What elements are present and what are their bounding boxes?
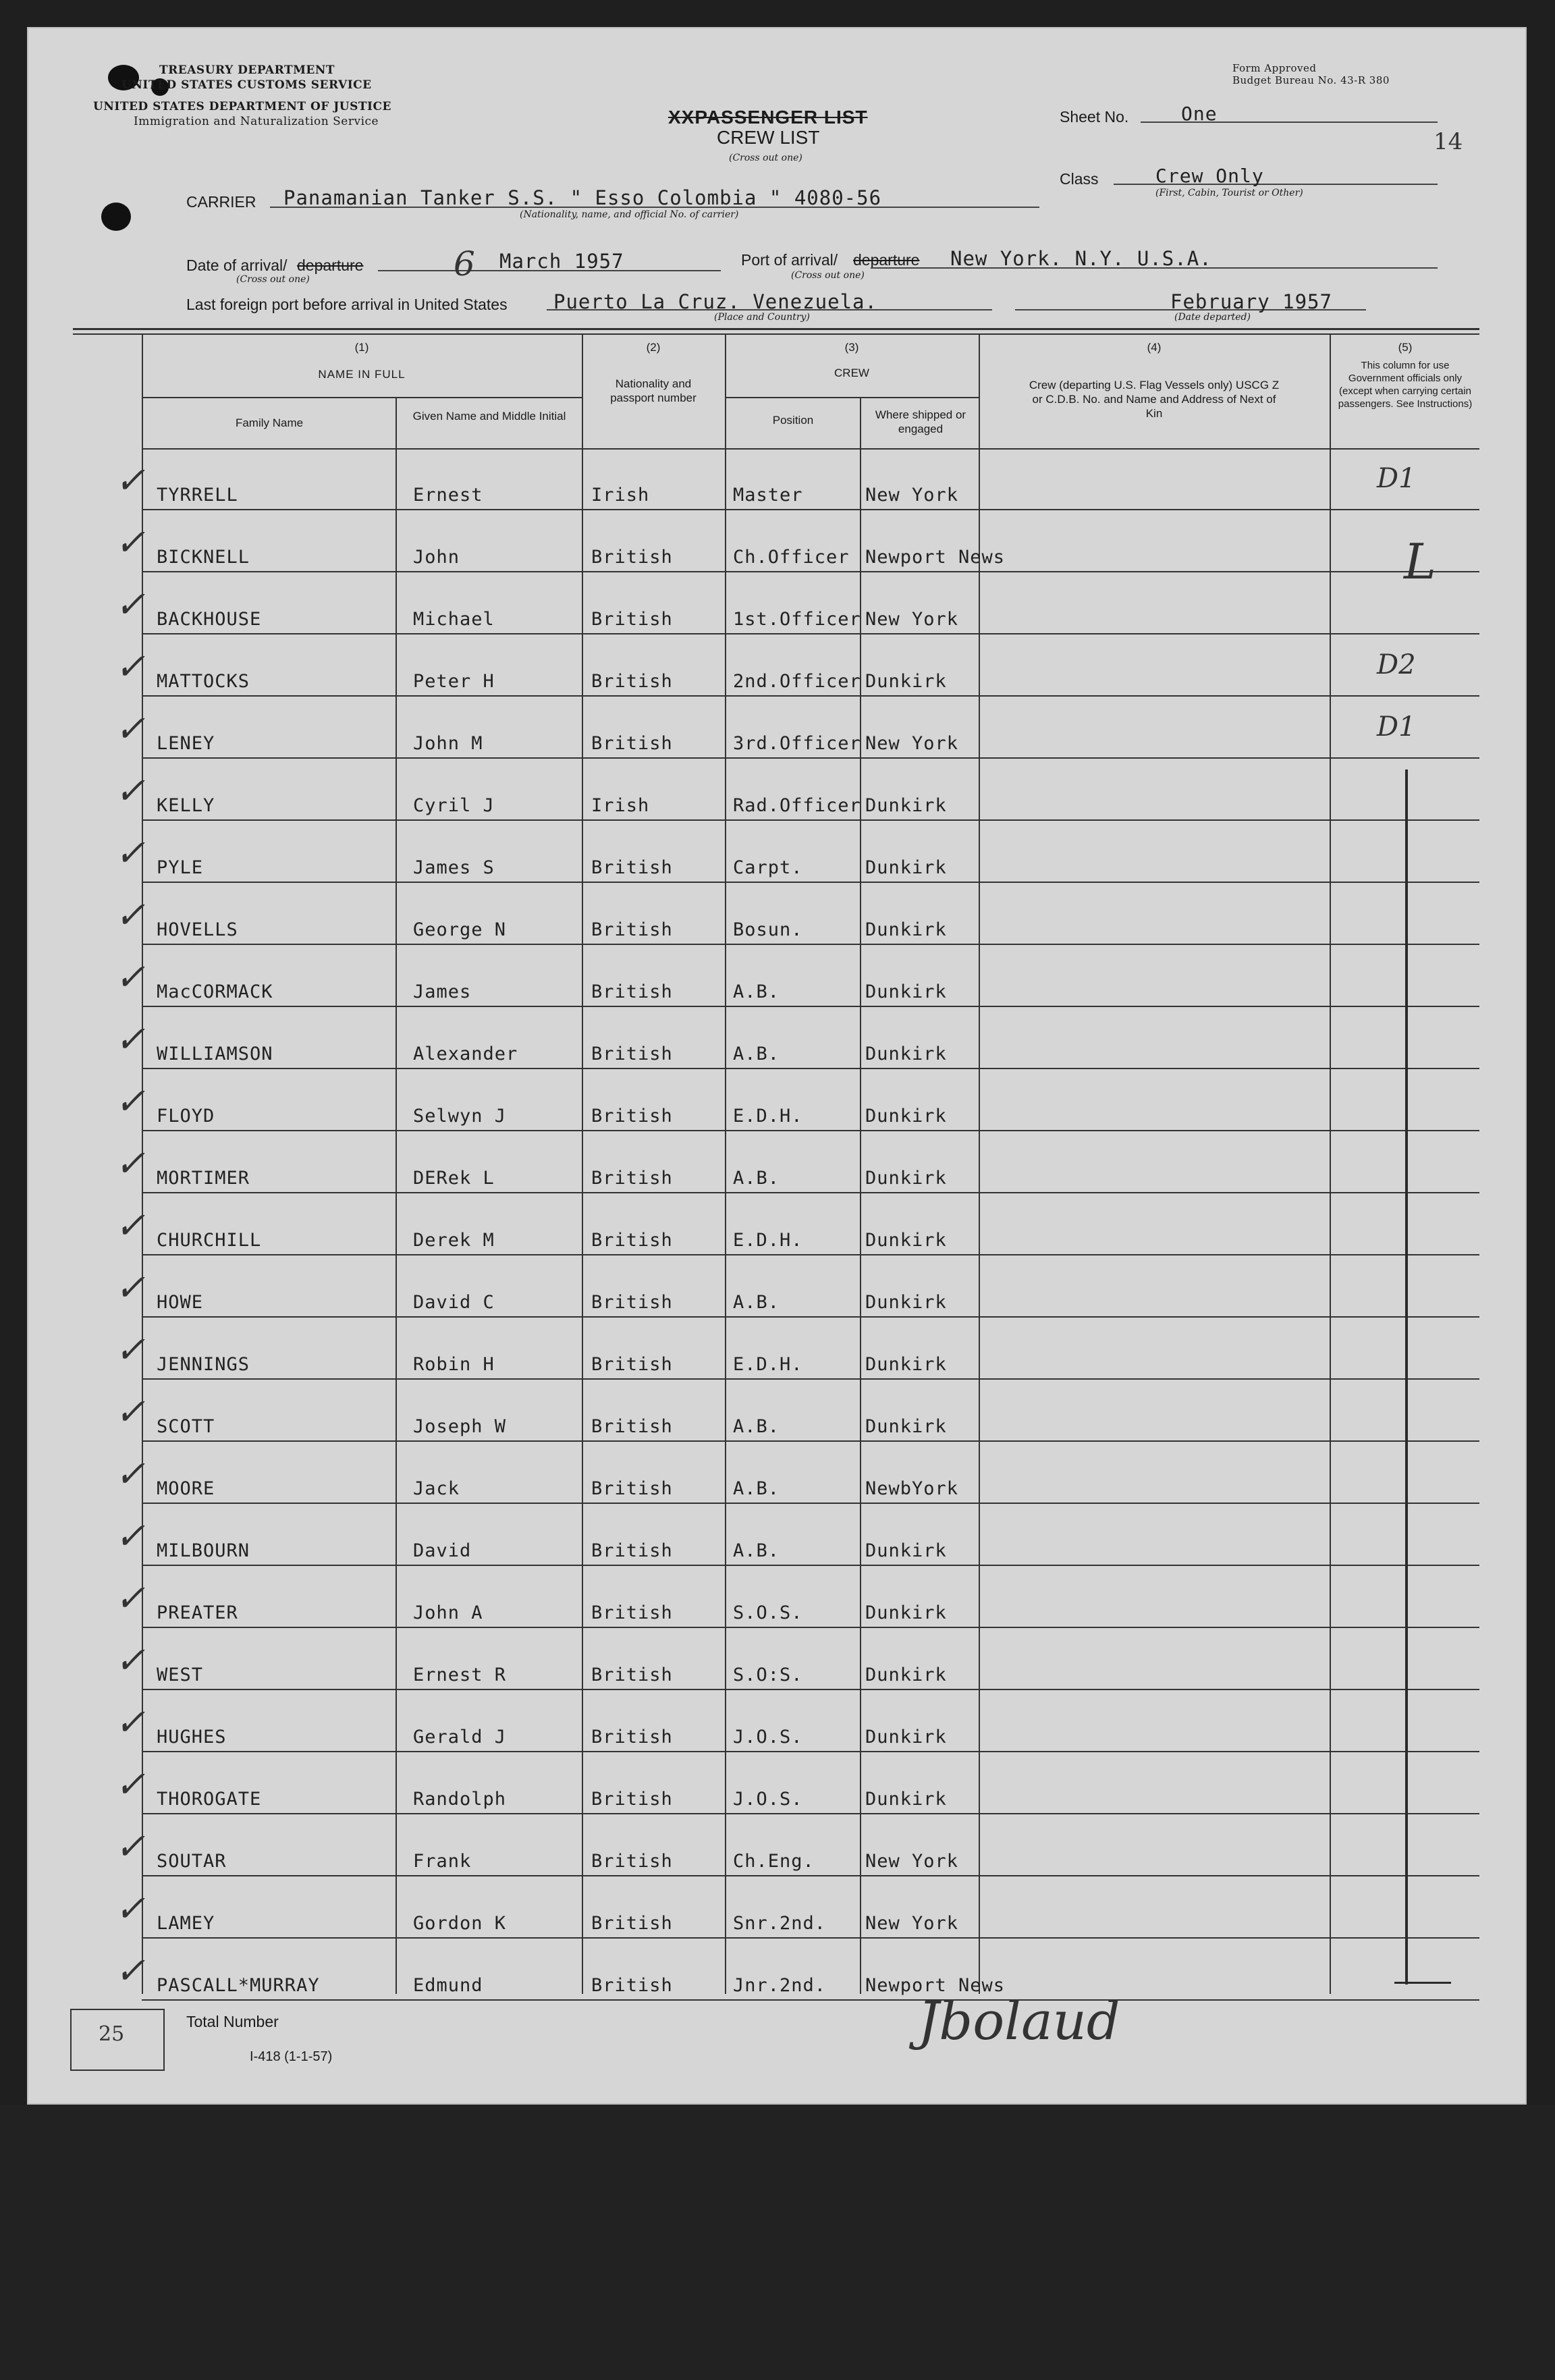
cell-nationality: British — [591, 1168, 673, 1189]
cell-shipped: Dunkirk — [865, 1540, 947, 1561]
cell-family: MILBOURN — [157, 1540, 250, 1561]
carrier-value: Panamanian Tanker S.S. " Esso Colombia " 4080-56 — [283, 186, 882, 209]
check-mark-icon: ✓ — [115, 956, 146, 998]
cell-family: PREATER — [157, 1602, 238, 1623]
arrival-label: Date of arrival/ — [186, 256, 288, 274]
cell-shipped: Dunkirk — [865, 1354, 947, 1375]
cell-given: John — [413, 547, 460, 568]
cell-shipped: Dunkirk — [865, 1727, 947, 1748]
cell-nationality: British — [591, 1913, 673, 1934]
cell-shipped: Dunkirk — [865, 1602, 947, 1623]
cell-position: J.O.S. — [733, 1727, 803, 1748]
cell-nationality: British — [591, 857, 673, 878]
cell-shipped: Dunkirk — [865, 1789, 947, 1810]
col3b-title: Where shipped or engaged — [875, 408, 966, 435]
cell-nationality: British — [591, 733, 673, 754]
cell-given: Selwyn J — [413, 1106, 507, 1127]
col1-number: (1) — [354, 341, 369, 354]
check-mark-icon: ✓ — [115, 894, 146, 936]
departed-hint: (Date departed) — [1174, 312, 1251, 323]
cell-given: Randolph — [413, 1789, 507, 1810]
cell-nationality: British — [591, 1478, 673, 1499]
cell-position: A.B. — [733, 1168, 780, 1189]
cell-nationality: British — [591, 981, 673, 1002]
check-mark-icon: ✓ — [115, 1142, 146, 1185]
table-row — [0, 1814, 1555, 1876]
check-mark-icon: ✓ — [115, 1204, 146, 1247]
col3a-title: Position — [772, 414, 814, 427]
cell-position: A.B. — [733, 981, 780, 1002]
cell-nationality: British — [591, 1851, 673, 1872]
cell-given: James S — [413, 857, 495, 878]
col4-title: Crew (departing U.S. Flag Vessels only) USCG Z or C.D.B. No. and Name and Address of Next of Kin — [1029, 379, 1280, 420]
agency-line-1: TREASURY DEPARTMENT — [159, 63, 335, 77]
cell-position: Ch.Eng. — [733, 1851, 815, 1872]
col3-title: CREW — [834, 367, 869, 379]
class-hint: (First, Cabin, Tourist or Other) — [1155, 188, 1303, 198]
sheet-value: One — [1181, 103, 1218, 125]
check-mark-icon: ✓ — [115, 1080, 146, 1123]
cell-shipped: Dunkirk — [865, 1168, 947, 1189]
cell-family: PYLE — [157, 857, 204, 878]
table-row — [0, 1007, 1555, 1069]
col5-bracket — [1405, 769, 1408, 1984]
cell-given: David — [413, 1540, 472, 1561]
cell-given: Derek M — [413, 1230, 495, 1251]
check-mark-icon: ✓ — [115, 1639, 146, 1681]
agency-line-3: UNITED STATES DEPARTMENT OF JUSTICE — [93, 100, 391, 113]
cell-family: BICKNELL — [157, 547, 250, 568]
col5-mark-L: L — [1404, 533, 1436, 590]
cell-given: Jack — [413, 1478, 460, 1499]
col1a-title: Family Name — [235, 416, 304, 429]
table-row — [0, 634, 1555, 697]
cell-position: E.D.H. — [733, 1106, 803, 1127]
cell-shipped: Newport News — [865, 1975, 1006, 1996]
table-top-rule-2 — [73, 333, 1479, 335]
cell-family: SOUTAR — [157, 1851, 227, 1872]
table-row — [0, 572, 1555, 634]
cell-given: Cyril J — [413, 795, 495, 816]
cell-position: 3rd.Officer — [733, 733, 861, 754]
cell-shipped: Dunkirk — [865, 671, 947, 692]
cross-out-hint: (Cross out one) — [729, 153, 802, 163]
table-row — [0, 1193, 1555, 1255]
cell-nationality: British — [591, 1416, 673, 1437]
port-hint: (Cross out one) — [791, 270, 865, 281]
cell-family: PASCALL*MURRAY — [157, 1975, 320, 1996]
check-mark-icon: ✓ — [115, 1328, 146, 1371]
total-label: Total Number — [186, 2013, 279, 2030]
table-row — [0, 1131, 1555, 1193]
cell-nationality: British — [591, 547, 673, 568]
check-mark-icon: ✓ — [115, 1701, 146, 1743]
cell-family: CHURCHILL — [157, 1230, 262, 1251]
table-row — [0, 1876, 1555, 1939]
cell-family: THOROGATE — [157, 1789, 262, 1810]
cell-given: DERek L — [413, 1168, 495, 1189]
col5-annotation: D2 — [1377, 649, 1416, 680]
cell-position: A.B. — [733, 1292, 780, 1313]
cell-shipped: Newport News — [865, 547, 1006, 568]
check-mark-icon: ✓ — [115, 459, 146, 502]
check-mark-icon: ✓ — [115, 1390, 146, 1433]
cell-family: MOORE — [157, 1478, 215, 1499]
col4-number: (4) — [1147, 341, 1162, 354]
table-row — [0, 1504, 1555, 1566]
cell-position: 2nd.Officer — [733, 671, 861, 692]
list-title-struck: XXPASSENGER LIST — [668, 107, 868, 128]
signature: Jbolaud — [918, 1991, 1120, 2052]
col5-number: (5) — [1398, 341, 1413, 354]
cell-nationality: British — [591, 1230, 673, 1251]
table-row — [0, 1690, 1555, 1752]
arrival-hint: (Cross out one) — [236, 274, 310, 285]
row-rule — [142, 1999, 1479, 2001]
list-title: CREW LIST — [717, 127, 820, 148]
cell-position: S.O:S. — [733, 1665, 803, 1685]
check-mark-icon: ✓ — [115, 521, 146, 564]
carrier-label: CARRIER — [186, 193, 256, 211]
check-mark-icon: ✓ — [115, 1453, 146, 1495]
header-sub-rule — [142, 397, 582, 398]
cell-shipped: New York — [865, 1851, 959, 1872]
col2-number: (2) — [646, 341, 661, 354]
cell-given: John A — [413, 1602, 483, 1623]
form-number: I-418 (1-1-57) — [250, 2049, 333, 2064]
scan-margin — [0, 2105, 1555, 2380]
cell-nationality: British — [591, 609, 673, 630]
cell-given: Frank — [413, 1851, 472, 1872]
cell-given: Ernest — [413, 485, 483, 506]
table-row — [0, 697, 1555, 759]
carrier-hint: (Nationality, name, and official No. of carrier) — [520, 209, 739, 220]
cell-given: Peter H — [413, 671, 495, 692]
col1b-title: Given Name and Middle Initial — [412, 410, 566, 423]
col3-number: (3) — [844, 341, 859, 354]
cell-family: HOVELLS — [157, 919, 238, 940]
cell-family: HUGHES — [157, 1727, 227, 1748]
cell-family: KELLY — [157, 795, 215, 816]
cell-nationality: British — [591, 1975, 673, 1996]
check-mark-icon: ✓ — [115, 769, 146, 812]
table-top-rule — [73, 328, 1479, 330]
check-mark-icon: ✓ — [115, 1825, 146, 1868]
cell-position: A.B. — [733, 1540, 780, 1561]
check-mark-icon: ✓ — [115, 1018, 146, 1060]
cell-shipped: Dunkirk — [865, 857, 947, 878]
cell-nationality: British — [591, 1106, 673, 1127]
arrival-value: March 1957 — [499, 250, 624, 273]
table-row — [0, 759, 1555, 821]
cell-position: 1st.Officer — [733, 609, 861, 630]
table-row — [0, 448, 1555, 510]
last-port-label: Last foreign port before arrival in United States — [186, 296, 508, 313]
table-row — [0, 1069, 1555, 1131]
cell-position: E.D.H. — [733, 1230, 803, 1251]
cell-given: Michael — [413, 609, 495, 630]
cell-family: MATTOCKS — [157, 671, 250, 692]
col1-title: NAME IN FULL — [318, 368, 406, 381]
cell-family: JENNINGS — [157, 1354, 250, 1375]
agency-line-4: Immigration and Naturalization Service — [134, 115, 379, 128]
cell-given: Robin H — [413, 1354, 495, 1375]
port-struck: departure — [853, 251, 920, 269]
table-row — [0, 1939, 1555, 2001]
cell-position: Ch.Officer — [733, 547, 850, 568]
port-value: New York. N.Y. U.S.A. — [950, 247, 1212, 270]
cell-family: LAMEY — [157, 1913, 215, 1934]
check-mark-icon: ✓ — [115, 583, 146, 626]
cell-family: SCOTT — [157, 1416, 215, 1437]
cell-given: George N — [413, 919, 507, 940]
table-row — [0, 510, 1555, 572]
cell-position: A.B. — [733, 1478, 780, 1499]
cell-nationality: British — [591, 1354, 673, 1375]
cell-given: Joseph W — [413, 1416, 507, 1437]
cell-position: J.O.S. — [733, 1789, 803, 1810]
cell-nationality: Irish — [591, 485, 650, 506]
arrival-struck: departure — [297, 256, 364, 274]
cell-position: Rad.Officer — [733, 795, 861, 816]
cell-shipped: Dunkirk — [865, 1106, 947, 1127]
col5-title: This column for use Government officials only (except when carrying certain passengers. See Instructions) — [1338, 360, 1473, 410]
cell-position: Master — [733, 485, 803, 506]
table-row — [0, 1442, 1555, 1504]
table-row — [0, 1628, 1555, 1690]
table-row — [0, 1752, 1555, 1814]
cell-given: Gerald J — [413, 1727, 507, 1748]
cell-shipped: NewbYork — [865, 1478, 959, 1499]
cell-shipped: New York — [865, 485, 959, 506]
col5-annotation: D1 — [1377, 463, 1416, 494]
cell-family: MacCORMACK — [157, 981, 273, 1002]
cell-given: David C — [413, 1292, 495, 1313]
cell-nationality: British — [591, 671, 673, 692]
check-mark-icon: ✓ — [115, 1949, 146, 1992]
check-mark-icon: ✓ — [115, 832, 146, 874]
check-mark-icon: ✓ — [115, 1515, 146, 1557]
cell-position: S.O.S. — [733, 1602, 803, 1623]
cell-shipped: Dunkirk — [865, 1665, 947, 1685]
cell-given: Gordon K — [413, 1913, 507, 1934]
page-number: 14 — [1434, 128, 1463, 155]
cell-position: Carpt. — [733, 857, 803, 878]
last-port-value: Puerto La Cruz. Venezuela. — [553, 290, 877, 313]
check-mark-icon: ✓ — [115, 1763, 146, 1806]
table-row — [0, 945, 1555, 1007]
cell-given: Ernest R — [413, 1665, 507, 1685]
cell-position: Snr.2nd. — [733, 1913, 827, 1934]
cell-shipped: Dunkirk — [865, 1292, 947, 1313]
cell-position: Bosun. — [733, 919, 803, 940]
sheet-label: Sheet No. — [1060, 108, 1129, 126]
cell-shipped: New York — [865, 1913, 959, 1934]
cell-family: MORTIMER — [157, 1168, 250, 1189]
cell-nationality: British — [591, 1665, 673, 1685]
cell-shipped: Dunkirk — [865, 1416, 947, 1437]
cell-position: Jnr.2nd. — [733, 1975, 827, 1996]
cell-family: LENEY — [157, 733, 215, 754]
total-value: 25 — [99, 2022, 125, 2046]
cell-given: James — [413, 981, 472, 1002]
budget-bureau: Budget Bureau No. 43-R 380 — [1232, 74, 1390, 86]
table-row — [0, 1380, 1555, 1442]
col5-bracket-foot — [1394, 1982, 1451, 1984]
table-row — [0, 883, 1555, 945]
cell-nationality: Irish — [591, 795, 650, 816]
cell-nationality: British — [591, 919, 673, 940]
header-sub-rule — [725, 397, 979, 398]
class-value: Crew Only — [1155, 165, 1264, 187]
table-row — [0, 1255, 1555, 1318]
check-mark-icon: ✓ — [115, 1577, 146, 1619]
col2-title: Nationality and passport number — [610, 377, 697, 404]
cell-nationality: British — [591, 1292, 673, 1313]
cell-shipped: Dunkirk — [865, 981, 947, 1002]
cell-shipped: Dunkirk — [865, 1044, 947, 1064]
check-mark-icon: ✓ — [115, 707, 146, 750]
class-label: Class — [1060, 170, 1099, 188]
last-port-hint: (Place and Country) — [714, 312, 810, 323]
agency-line-2: UNITED STATES CUSTOMS SERVICE — [121, 78, 372, 92]
cell-given: John M — [413, 733, 483, 754]
cell-position: A.B. — [733, 1044, 780, 1064]
cell-nationality: British — [591, 1789, 673, 1810]
arrival-day: 6 — [454, 244, 475, 283]
cell-shipped: Dunkirk — [865, 919, 947, 940]
check-mark-icon: ✓ — [115, 1887, 146, 1930]
cell-shipped: Dunkirk — [865, 795, 947, 816]
cell-nationality: British — [591, 1540, 673, 1561]
cell-nationality: British — [591, 1602, 673, 1623]
departed-value: February 1957 — [1170, 290, 1332, 313]
cell-family: TYRRELL — [157, 485, 238, 506]
cell-family: FLOYD — [157, 1106, 215, 1127]
cell-shipped: New York — [865, 733, 959, 754]
cell-family: WILLIAMSON — [157, 1044, 273, 1064]
check-mark-icon: ✓ — [115, 645, 146, 688]
cell-position: E.D.H. — [733, 1354, 803, 1375]
check-mark-icon: ✓ — [115, 1266, 146, 1309]
cell-nationality: British — [591, 1044, 673, 1064]
cell-nationality: British — [591, 1727, 673, 1748]
cell-position: A.B. — [733, 1416, 780, 1437]
table-row — [0, 1318, 1555, 1380]
cell-shipped: Dunkirk — [865, 1230, 947, 1251]
cell-shipped: New York — [865, 609, 959, 630]
table-row — [0, 821, 1555, 883]
cell-given: Alexander — [413, 1044, 518, 1064]
col5-annotation: D1 — [1377, 711, 1416, 742]
table-row — [0, 1566, 1555, 1628]
cell-family: HOWE — [157, 1292, 204, 1313]
cell-family: WEST — [157, 1665, 204, 1685]
port-label: Port of arrival/ — [741, 251, 838, 269]
form-approved: Form Approved — [1232, 62, 1317, 74]
cell-family: BACKHOUSE — [157, 609, 262, 630]
ink-blot — [101, 202, 131, 231]
cell-given: Edmund — [413, 1975, 483, 1996]
